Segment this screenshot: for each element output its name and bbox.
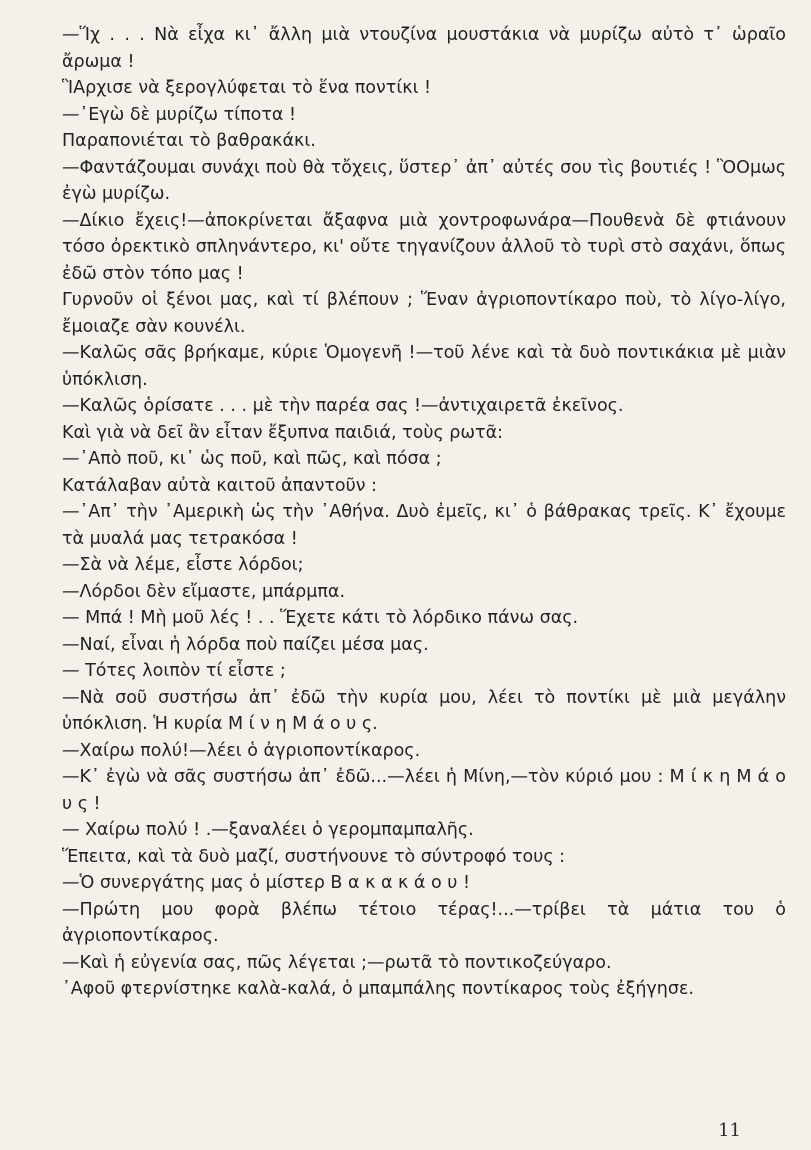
- paragraph: Καὶ γιὰ νὰ δεῖ ἂν εἶταν ἔξυπνα παιδιά, τοὺς ρωτᾶ:: [62, 422, 504, 443]
- paragraph: —Καλῶς ὁρίσατε . . . μὲ τὴν παρέα σας !—ἀντιχαιρετᾶ ἐκεῖνος.: [62, 396, 624, 416]
- paragraph: —Καὶ ἡ εὐγενία σας, πῶς λέγεται ;—ρωτᾶ τὸ ποντικοζεύγαρο.: [62, 952, 612, 973]
- paragraph: — Χαίρω πολύ ! .—ξαναλέει ὁ γερομπαμπαλῆς.: [62, 820, 474, 840]
- body-text: [62, 22, 786, 1003]
- paragraph: —Χαίρω πολύ!—λέει ὁ ἀγριοποντίκαρος.: [62, 740, 421, 761]
- paragraph: —Πρώτη μου φορὰ βλέπω τέτοιο τέρας!...—τρίβει τὰ μάτια του ὁ ἀγριοποντίκαρος.: [62, 899, 786, 946]
- paragraph: —᾿Απὸ ποῦ, κι᾿ ὡς ποῦ, καὶ πῶς, καὶ πόσα ;: [62, 449, 442, 469]
- paragraph: —Ναί, εἶναι ἡ λόρδα ποὺ παίζει μέσα μας.: [62, 634, 429, 655]
- paragraph: —Κ᾿ ἐγὼ νὰ σᾶς συστήσω ἀπ᾿ ἐδῶ...—λέει ἡ Μίνη,—τὸν κύριό μου : Μ ί κ η Μ ά ο υ ς !: [62, 767, 786, 814]
- paragraph: ἻΑρχισε νὰ ξερογλύφεται τὸ ἕνα ποντίκι !: [62, 78, 432, 98]
- paragraph: Κατάλαβαν αὐτὰ καιτοῦ ἀπαντοῦν :: [62, 475, 377, 496]
- paragraph: — Τότες λοιπὸν τί εἶστε ;: [62, 661, 286, 681]
- page-number: 11: [718, 1120, 741, 1141]
- paragraph: ᾿Αφοῦ φτερνίστηκε καλὰ-καλά, ὁ μπαμπάλης ποντίκαρος τοὺς ἐξήγησε.: [62, 979, 694, 999]
- paragraph: —Δίκιο ἔχεις!—ἀποκρίνεται ἄξαφνα μιὰ χοντροφωνάρα—Πουθενὰ δὲ φτιάνουν τόσο ὀρεκτικὸ σπληνάντερο, κι' οὔτε τηγανίζουν ἀλλοῦ τὸ τυρὶ στὸ σαχάνι, ὅπως ἐδῶ στὸν τόπο μας !: [62, 210, 786, 284]
- paragraph: —Λόρδοι δὲν εἴμαστε, μπάρμπα.: [62, 581, 346, 602]
- paragraph: Παραπονιέται τὸ βαθρακάκι.: [62, 131, 316, 151]
- paragraph: —Ἵχ . . . Νὰ εἶχα κι᾿ ἄλλη μιὰ ντουζίνα μουστάκια νὰ μυρίζω αὐτὸ τ᾿ ὡραῖο ἄρωμα !: [62, 25, 786, 72]
- paragraph: —Σὰ νὰ λέμε, εἶστε λόρδοι;: [62, 555, 304, 575]
- paragraph: —᾿Εγὼ δὲ μυρίζω τίποτα !: [62, 104, 296, 125]
- paragraph: —Φαντάζουμαι συνάχι ποὺ θὰ τὄχεις, ὕστερ᾿ ἀπ᾿ αὐτές σου τὶς βουτιές ! ὋΟμως ἐγὼ μυρίζω.: [62, 157, 786, 204]
- paragraph: —Νὰ σοῦ συστήσω ἀπ᾿ ἐδῶ τὴν κυρία μου, λέει τὸ ποντίκι μὲ μιὰ μεγάλην ὑπόκλιση. Ἡ κυρία Μ ί ν η Μ ά ο υ ς.: [62, 687, 786, 734]
- paragraph: —Καλῶς σᾶς βρήκαμε, κύριε Ὁμογενῆ !—τοῦ λένε καὶ τὰ δυὸ ποντικάκια μὲ μιὰν ὑπόκλιση.: [62, 343, 786, 390]
- paragraph: Γυρνοῦν οἱ ξένοι μας, καὶ τί βλέπουν ; Ἕναν ἀγριοποντίκαρο ποὺ, τὸ λίγο-λίγο, ἔμοιαζε σὰν κουνέλι.: [62, 290, 786, 337]
- paragraph: —᾿Απ᾿ τὴν ᾿Αμερικὴ ὡς τὴν ᾿Αθήνα. Δυὸ ἐμεῖς, κι᾿ ὁ βάθρακας τρεῖς. Κ᾿ ἔχουμε τὰ μυαλά μας τετρακόσα !: [62, 502, 786, 549]
- paragraph: Ἕπειτα, καὶ τὰ δυὸ μαζί, συστήνουνε τὸ σύντροφό τους :: [62, 846, 566, 867]
- paragraph: — Μπά ! Μὴ μοῦ λές ! . . Ἕχετε κάτι τὸ λόρδικο πάνω σας.: [62, 608, 579, 628]
- paragraph: —Ὁ συνεργάτης μας ὁ μίστερ Β α κ α κ ά ο υ !: [62, 873, 470, 893]
